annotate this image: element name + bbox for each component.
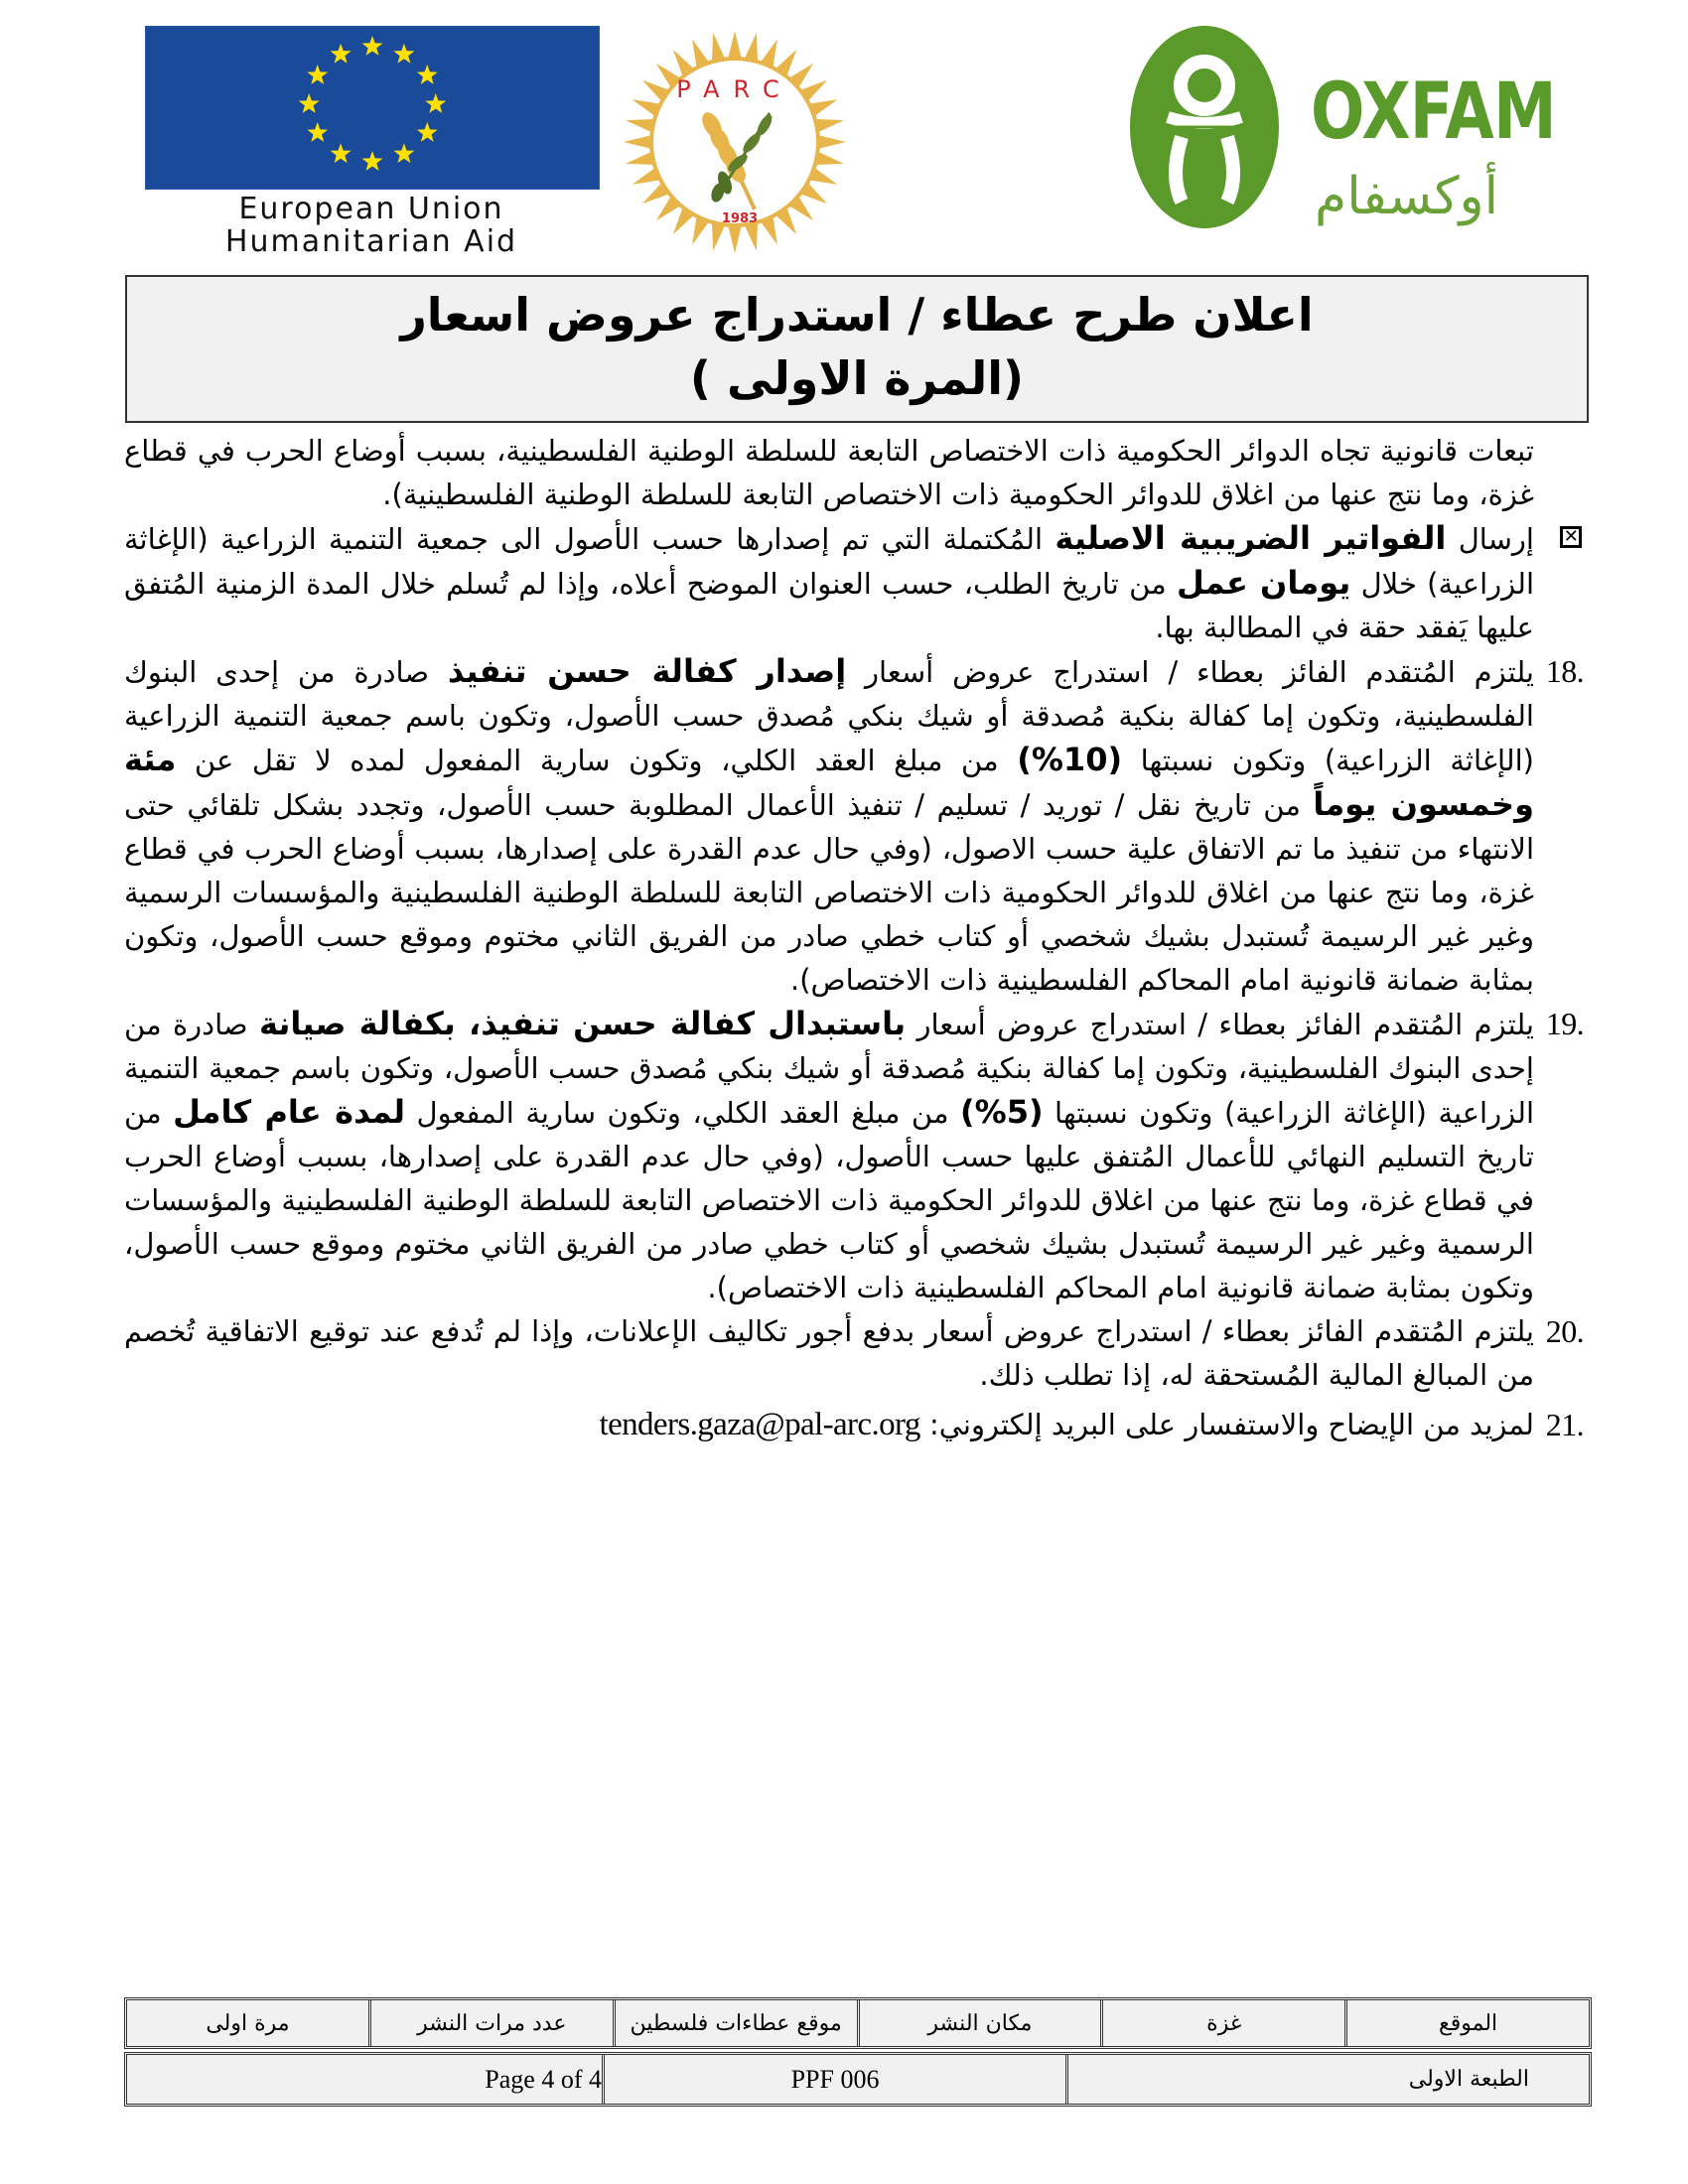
oxfam-figure-icon bbox=[1120, 18, 1299, 236]
eu-star-icon bbox=[425, 93, 446, 113]
footer-cell-publish-count-label: عدد مرات النشر bbox=[368, 2000, 613, 2046]
item-bold-text: مئة وخمسون يوماً bbox=[124, 741, 1534, 823]
page-subtitle: (المرة الاولى ) bbox=[689, 351, 1025, 405]
eu-star-icon bbox=[417, 122, 438, 142]
item-bold-text: إصدار كفالة حسن تنفيذ bbox=[447, 652, 847, 690]
footer-cell-publish-place-label: مكان النشر bbox=[857, 2000, 1101, 2046]
item-text: إرسال bbox=[1446, 522, 1534, 556]
item-text: من تاريخ التسليم النهائي للأعمال المُتفق عليها حسب الأصول، (وفي حال عدم القدرة على إصدارها، بسبب أوضاع الحرب في قطاع غزة، وما نتج عنها من اغلاق للدوائر الحكومية ذات الاختصاص التابعة للسلطة الوطنية الفلسطينية والمؤسسات الرسمية وغير غير الرسيمة تُستبدل بشيك شخصي أو كتاب خطي صادر من الفريق الثاني مختوم وموقع حسب الأصول، وتكون بمثابة ضمانة قانونية امام المحاكم الفلسطينية ذات الاختصاص). bbox=[124, 1096, 1534, 1304]
footer-form-code: PPF 006 bbox=[602, 2055, 1065, 2104]
footer-edition: الطبعة الاولى bbox=[1065, 2055, 1589, 2104]
eu-star-icon bbox=[307, 122, 328, 142]
footer-cell-publish-place-value: موقع عطاءات فلسطين bbox=[613, 2000, 857, 2046]
item-text: من مبلغ العقد الكلي، وتكون سارية المفعول لمده لا تقل عن bbox=[176, 744, 1018, 777]
eu-caption-line2: Humanitarian Aid bbox=[224, 224, 518, 259]
item-text: من تاريخ نقل / توريد / تسليم / تنفيذ الأعمال المطلوبة حسب الأصول، وتجدد بشكل تلقائي حتى الانتهاء من تنفيذ ما تم الاتفاق علية حسب الاصول، (وفي حال عدم القدرة على إصدارها، بسبب أوضاع الحرب في قطاع غزة، وما نتج عنها من اغلاق للدوائر الحكومية ذات الاختصاص التابعة للسلطة الوطنية الفلسطينية والمؤسسات الرسمية وغير غير الرسيمة تُستبدل بشيك شخصي أو كتاب خطي صادر من الفريق الثاني مختوم وموقع حسب الأصول، وتكون بمثابة ضمانة قانونية امام المحاكم الفلسطينية ذات الاختصاص). bbox=[124, 788, 1534, 997]
eu-star-icon bbox=[362, 36, 383, 56]
item-text: صادرة من إحدى البنوك الفلسطينية، وتكون إما كفالة بنكية مُصدقة أو شيك بنكي مُصدق حسب الأصول، وتكون باسم جمعية التنمية الزراعية (الإغاثة الزراعية) وتكون نسبتها bbox=[124, 655, 1534, 777]
item-number: 20. bbox=[1545, 1313, 1584, 1349]
parc-acronym: PARC bbox=[676, 75, 793, 103]
eu-star-icon bbox=[393, 44, 414, 64]
item-text: صادرة من إحدى البنوك الفلسطينية، وتكون إما كفالة بنكية مُصدقة أو شيك بنكي مُصدق حسب الأصول، وتكون باسم جمعية التنمية الزراعية (الإغاثة الزراعية) وتكون نسبتها bbox=[124, 1008, 1535, 1130]
list-item-18 bbox=[124, 649, 1584, 1002]
item-text: يلتزم المُتقدم الفائز بعطاء / استدراج عروض أسعار bbox=[906, 1008, 1534, 1041]
oxfam-logo bbox=[1120, 18, 1557, 256]
parc-sun-icon bbox=[621, 26, 849, 259]
item-text: من تاريخ الطلب، حسب العنوان الموضح أعلاه، وإذا لم تُسلم خلال المدة الزمنية المُتفق عليها يَفقد حقة في المطالبة بها. bbox=[124, 567, 1534, 644]
eu-star-icon bbox=[299, 93, 320, 113]
eu-flag-icon bbox=[145, 26, 600, 190]
item-text: يلتزم المُتقدم الفائز بعطاء / استدراج عروض أسعار bbox=[846, 655, 1535, 689]
continuation-paragraph: تبعات قانونية تجاه الدوائر الحكومية ذات الاختصاص التابعة للسلطة الوطنية الفلسطينية، بسبب أوضاع الحرب في قطاع غزة، وما نتج عنها من اغلاق للدوائر الحكومية ذات الاختصاص التابعة للسلطة الوطنية الفلسطينية). bbox=[124, 434, 1534, 511]
item-bold-text: لمدة عام كامل bbox=[173, 1093, 406, 1131]
eu-star-icon bbox=[331, 44, 352, 64]
eu-star-icon bbox=[362, 151, 383, 171]
sun-ray-icon bbox=[624, 135, 653, 150]
item-number: 19. bbox=[1545, 1006, 1584, 1041]
item-text: من مبلغ العقد الكلي، وتكون سارية المفعول bbox=[405, 1096, 960, 1130]
eu-star-icon bbox=[393, 143, 414, 163]
eu-star-icon bbox=[417, 65, 438, 84]
document-info-table bbox=[124, 2052, 1592, 2107]
parc-logo bbox=[621, 26, 849, 259]
eu-star-icon bbox=[307, 65, 328, 84]
sun-ray-icon bbox=[728, 223, 743, 253]
eu-star-icon bbox=[331, 143, 352, 163]
item-bold-text: (5%) bbox=[960, 1093, 1044, 1131]
item-bold-text: يومان عمل bbox=[1176, 564, 1351, 602]
item-text: يلتزم المُتقدم الفائز بعطاء / استدراج عروض أسعار بدفع أجور تكاليف الإعلانات، وإذا لم تُدفع عند توقيع الاتفاقية تُخصم من المبالغ المالية المُستحقة له، إذا تطلب ذلك. bbox=[124, 1314, 1534, 1392]
item-bold-text: (10%) bbox=[1017, 741, 1123, 778]
item-text: لمزيد من الإيضاح والاستفسار على البريد إلكتروني: bbox=[919, 1408, 1534, 1441]
eu-caption-line1: European Union bbox=[238, 192, 504, 226]
item-number: 18. bbox=[1545, 653, 1584, 689]
eu-humanitarian-aid-logo bbox=[145, 26, 598, 260]
list-item-19 bbox=[124, 1002, 1584, 1309]
list-item-20 bbox=[124, 1309, 1584, 1397]
item-number: 21. bbox=[1545, 1407, 1584, 1442]
item-bold-text: الفواتير الضريبية الاصلية bbox=[1055, 519, 1447, 557]
publication-info-table bbox=[124, 1997, 1592, 2049]
oxfam-arabic-wordmark: أوكسفام bbox=[1315, 167, 1499, 226]
terms-content bbox=[124, 429, 1584, 1446]
footer-cell-location-value: غزة bbox=[1100, 2000, 1344, 2046]
list-item-invoices bbox=[124, 516, 1584, 649]
footer-page-number: Page 4 of 4 bbox=[485, 2064, 602, 2094]
eu-logo-caption bbox=[145, 193, 598, 258]
oxfam-wordmark: OXFAM bbox=[1311, 68, 1556, 157]
sun-ray-icon bbox=[816, 135, 846, 150]
sun-ray-icon bbox=[728, 31, 743, 61]
parc-year: 1983 bbox=[721, 211, 759, 226]
announcement-title-box bbox=[125, 275, 1589, 423]
page-title: اعلان طرح عطاء / استدراج عروض اسعار bbox=[400, 288, 1314, 341]
list-item-21 bbox=[124, 1403, 1584, 1446]
item-bold-text: باستبدال كفالة حسن تنفيذ، بكفالة صيانة bbox=[258, 1005, 907, 1042]
checkbox-x-icon: ✕ bbox=[1560, 526, 1582, 548]
footer-cell-location-label: الموقع bbox=[1344, 2000, 1589, 2046]
contact-email-link[interactable]: tenders.gaza@pal-arc.org bbox=[599, 1407, 920, 1442]
footer-cell-publish-count-value: مرة اولى bbox=[206, 2010, 290, 2036]
item-text: المُكتملة التي تم إصدارها حسب الأصول الى جمعية التنمية الزراعية (الإغاثة الزراعية) خلال bbox=[124, 522, 1535, 601]
